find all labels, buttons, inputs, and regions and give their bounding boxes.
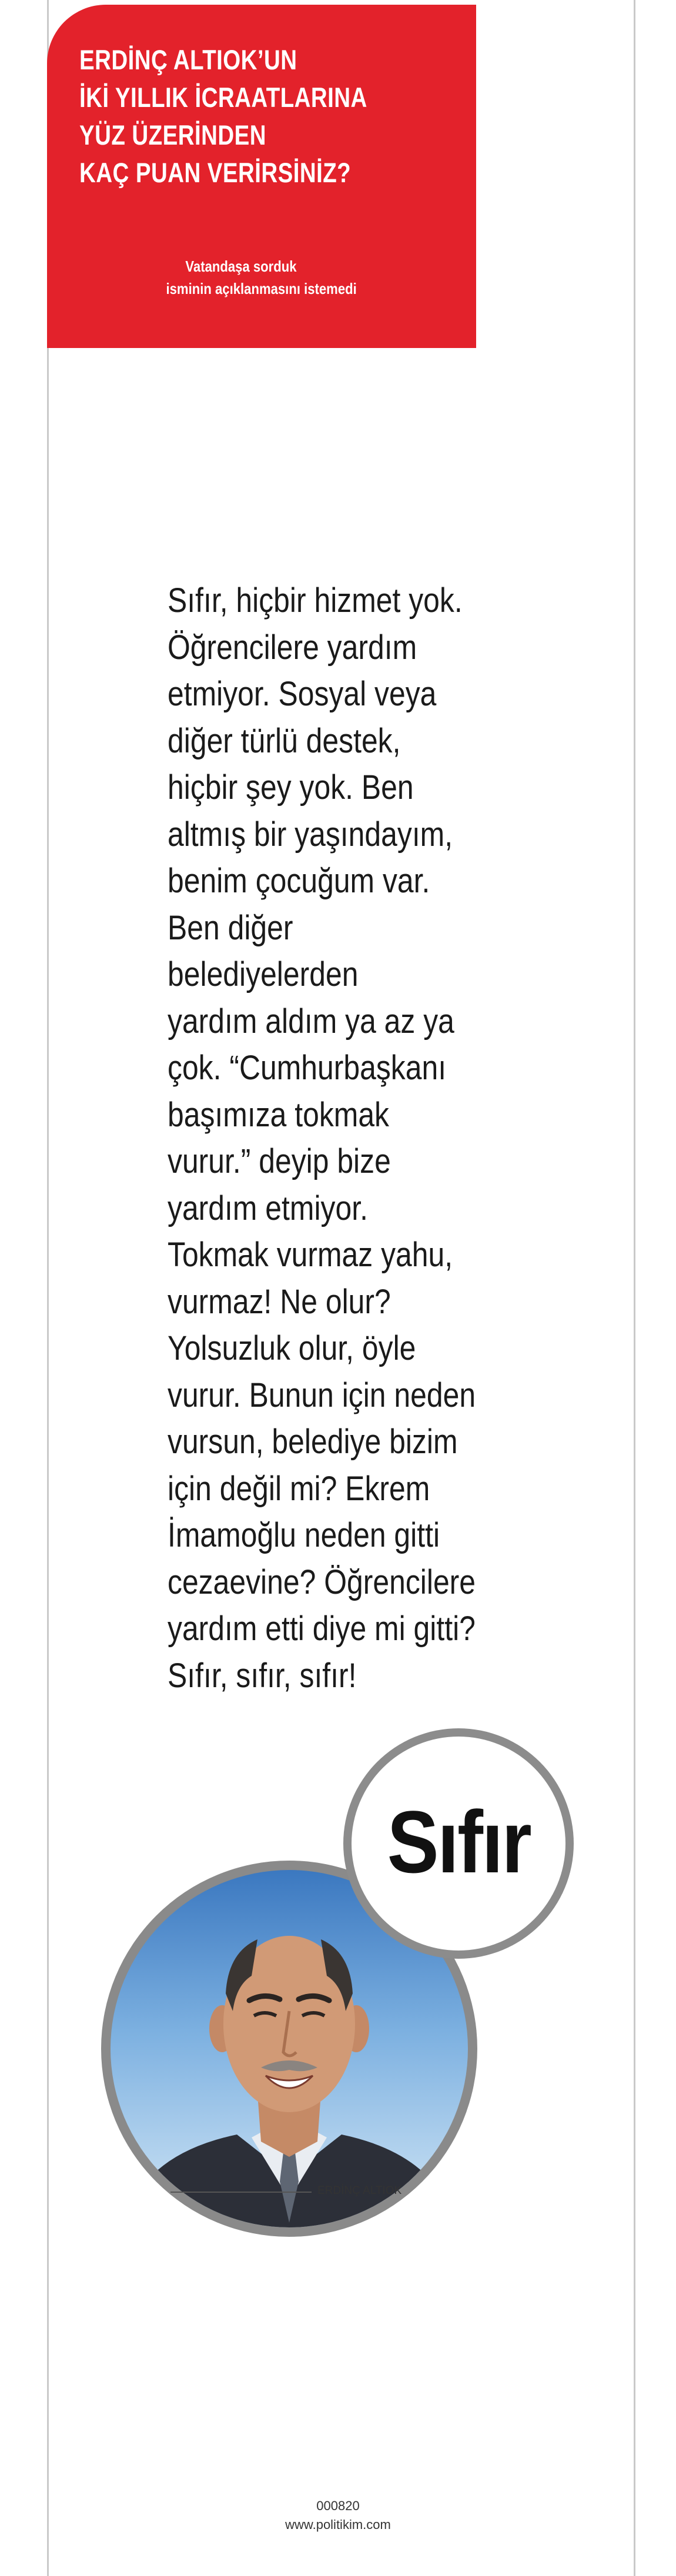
quote-line: yardım aldım ya az ya	[168, 1002, 454, 1041]
quote-line: etmiyor. Sosyal veya	[168, 675, 437, 713]
quote-line: Sıfır, sıfır, sıfır!	[168, 1656, 357, 1695]
subtext-line: isminin açıklanmasını istemedi	[166, 280, 357, 297]
left-margin-rule	[47, 0, 49, 2576]
quote-text	[168, 577, 476, 1699]
quote-line: altmış bir yaşındayım,	[168, 815, 453, 854]
headline-line: İKİ YILLIK İCRAATLARINA	[79, 82, 367, 113]
subtext-line: Vatandaşa sorduk	[185, 257, 297, 275]
quote-line: Sıfır, hiçbir hizmet yok.	[168, 581, 463, 620]
quote-line: belediyelerden	[168, 955, 359, 993]
photo-caption: ERDİNÇ ALTIOK	[317, 2184, 402, 2197]
header-subtext	[166, 255, 357, 300]
headline-line: KAÇ PUAN VERİRSİNİZ?	[79, 157, 352, 188]
quote-line: İmamoğlu neden gitti	[168, 1516, 440, 1554]
headline-line: YÜZ ÜZERİNDEN	[79, 119, 266, 150]
quote-line: diğer türlü destek,	[168, 721, 401, 760]
quote-line: Tokmak vurmaz yahu,	[168, 1236, 453, 1274]
quote-line: için değil mi? Ekrem	[168, 1469, 430, 1508]
headline-line: ERDİNÇ ALTIOK’UN	[79, 44, 297, 75]
quote-line: Yolsuzluk olur, öyle	[168, 1329, 416, 1367]
quote-line: vursun, belediye bizim	[168, 1423, 458, 1461]
headline	[79, 41, 367, 192]
quote-line: cezaevine? Öğrencilere	[168, 1563, 476, 1601]
rating-badge-inner	[352, 1737, 565, 1951]
quote-line: benim çocuğum var.	[168, 862, 430, 900]
rating-badge-text: Sıfır	[387, 1792, 530, 1891]
rating-badge	[343, 1728, 574, 1959]
quote-line: başımıza tokmak	[168, 1095, 390, 1134]
quote-line: çok. “Cumhurbaşkanı	[168, 1049, 447, 1087]
quote-line: vurmaz! Ne olur?	[168, 1282, 391, 1321]
quote-line: yardım etmiyor.	[168, 1189, 368, 1227]
quote-line: yardım etti diye mi gitti?	[168, 1610, 476, 1648]
footer-url[interactable]: www.politikim.com	[285, 2517, 391, 2532]
quote-line: Ben diğer	[168, 908, 293, 947]
quote-line: vurur. Bunun için neden	[168, 1376, 476, 1414]
quote-line: hiçbir şey yok. Ben	[168, 768, 414, 807]
caption-divider	[170, 2192, 312, 2193]
quote-line: vurur.” deyip bize	[168, 1142, 391, 1180]
right-margin-rule	[634, 0, 635, 2576]
quote-line: Öğrencilere yardım	[168, 628, 417, 667]
footer-code: 000820	[316, 2498, 360, 2513]
